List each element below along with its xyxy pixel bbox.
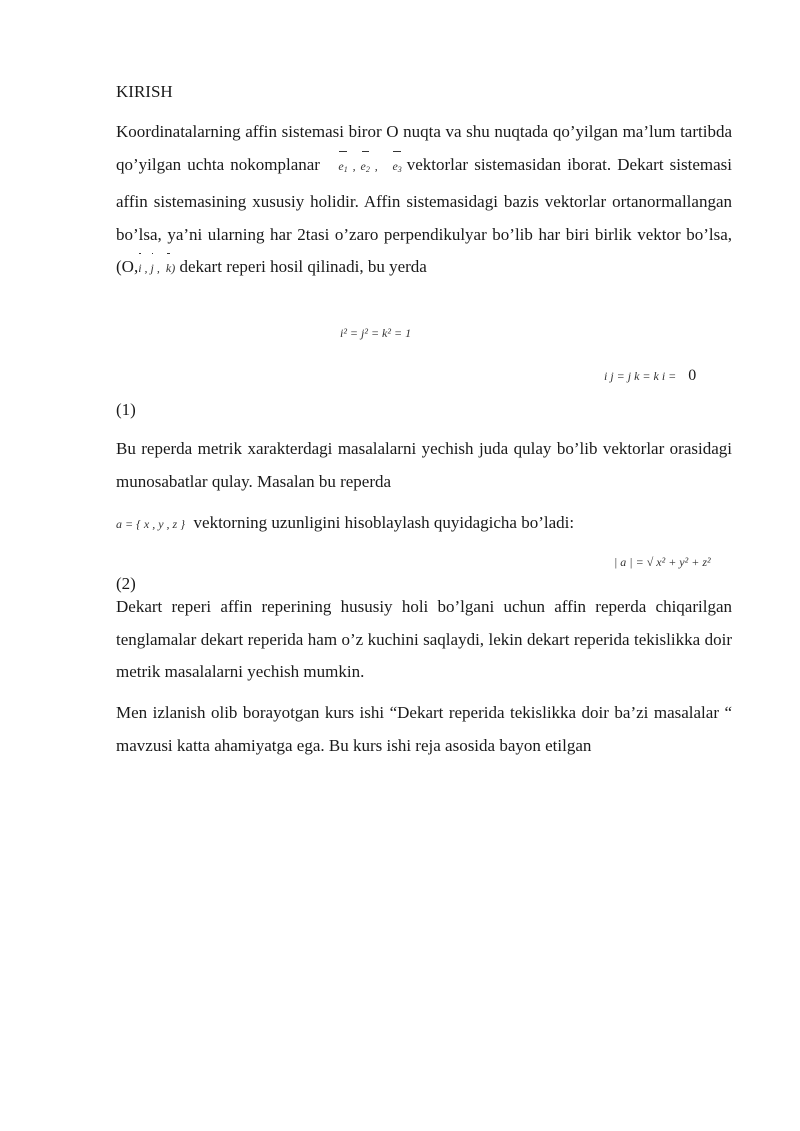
- vector-e3: $e_3$: [392, 150, 401, 187]
- vector-e1: $e_1$: [338, 150, 347, 187]
- intro-paragraph: Koordinatalarning affin sistemasi biror O nuqta va shu nuqtada qo’yilgan ma’lum tartibda qo’yilgan uchta nokomplanar $e_1$ , $e_2$ , $e_3$ vektorlar sistemasidan iborat. Dekart sistemasi affin sistemasining xususiy holidir. Affin sistemasidagi bazis vektorlar ortanormallangan bo’lsa, ya’ni ularning har 2tasi o’zaro perpendikulyar bo’lib har biri birlik vektor bo’lsa, (O,i , j , k) dekart reperi hosil qilinadi, bu yerda: [116, 116, 732, 285]
- paragraph-vector-length: [116, 507, 732, 541]
- formula-orthogonality: i j = j k = k i = 0: [604, 367, 697, 384]
- paragraph-metric: Bu reperda metrik xarakterdagi masalalarni yechish juda qulay bo’lib vektorlar orasidagi munosabatlar qulay. Masalan bu reperda: [116, 439, 732, 491]
- section-heading: KIRISH: [116, 82, 173, 101]
- vector-e2: $e_2$: [361, 150, 370, 187]
- vector-a-definition: a = { x , y , z }: [116, 517, 186, 531]
- paragraph-dekart: Dekart reperi affin reperining hususiy holi bo’lgani uchun affin reperda chiqarilgan tenglamalar dekart reperida ham o’z kuchini saqlaydi, lekin dekart reperida tekislikka doir metrik masalalarni yechish mumkin.: [116, 597, 732, 682]
- formula-vector-length: | a | = √ x² + y² + z²: [614, 555, 711, 569]
- intro-text-start: Koordinatalarning affin sistemasi biror O nuqta va shu nuqtada qo’yilgan ma’lum tartibda qo’yilgan uchta nokomplanar: [116, 122, 732, 174]
- basis-ijk: i , j , k: [138, 261, 171, 275]
- paragraph-course: Men izlanish olib borayotgan kurs ishi “Dekart reperida tekislikka doir ba’zi masalalar “ mavzusi katta ahamiyatga ega. Bu kurs ishi reja asosida bayon etilgan: [116, 703, 732, 755]
- basis-vectors-e: $e_1$ , $e_2$ , $e_3$: [338, 159, 406, 173]
- formula-unit-vectors: i² = j² = k² = 1: [340, 326, 412, 340]
- intro-text-middle: vektorlar sistemasidan iborat. Dekart sistemasi affin sistemasining xususiy holidir. Affin sistemasidagi bazis vektorlar ortanormallangan bo’lsa, ya’ni ularning har 2tasi o’zaro perpendikulyar bo’lib har biri birlik vektor bo’lsa,: [116, 154, 733, 244]
- vector-length-text: vektorning uzunligini hisoblaylash quyidagicha bo’ladi:: [193, 513, 575, 532]
- intro-text-end: dekart reperi hosil qilinadi, bu yerda: [179, 257, 427, 277]
- basis-open: (O,: [116, 257, 139, 277]
- equation-number-2: (2): [116, 574, 136, 593]
- equation-number-1: (1): [116, 400, 136, 419]
